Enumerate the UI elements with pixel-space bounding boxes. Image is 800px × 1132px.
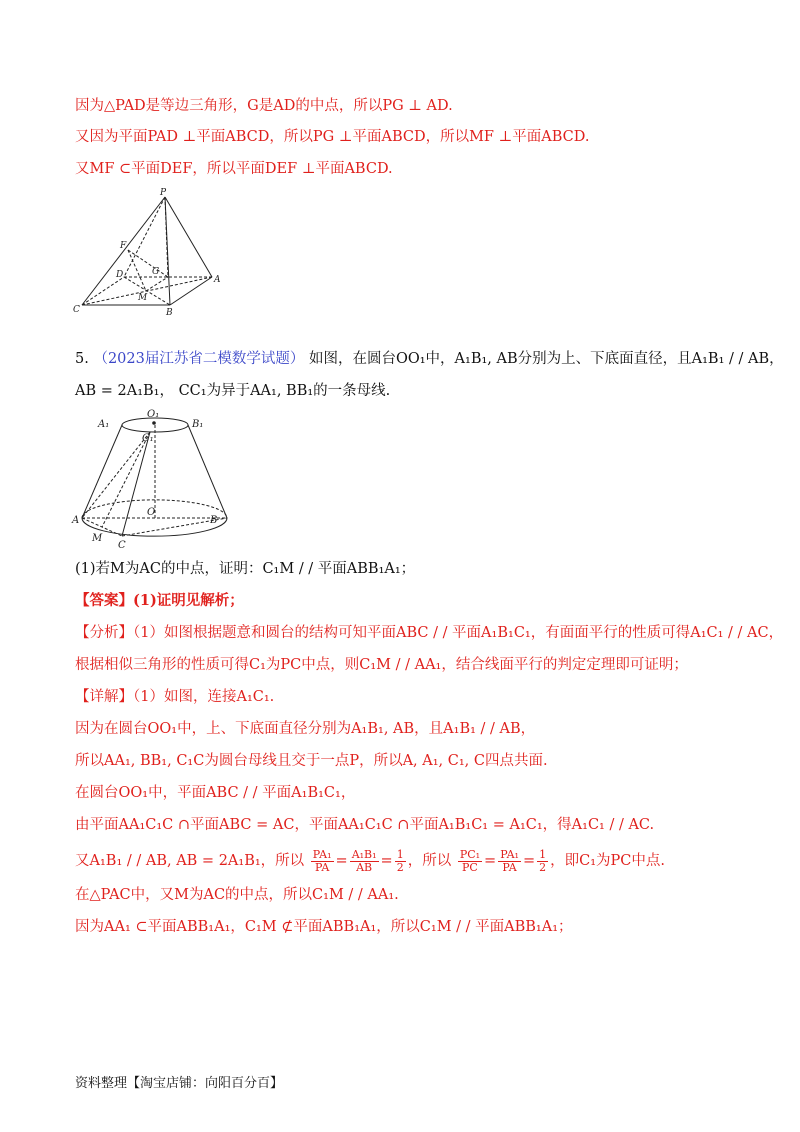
pyramid-figure <box>70 185 230 315</box>
label-b: B <box>166 308 173 315</box>
detail-line-5: 又A₁B₁ / / AB, AB = 2A₁B₁，所以 $\frac{\text{PA₁}}{PA}$ = $\frac{\text{A₁B₁}}{AB}$ = $\frac{1}{2}$ ，所以 $\frac{\text{PC₁}}{PC}$ = $\frac{\text{PA₁}}{PA}$ = $\frac{1}{2}$ ，即C₁为PC中点. <box>75 847 665 874</box>
frustum-figure <box>70 405 230 550</box>
label-b-base: B <box>210 515 218 526</box>
problem-source: （2023届江苏省二模数学试题） <box>93 351 305 367</box>
fraction-a1b1-ab: $\frac{\text{A₁B₁}}{AB}$ <box>351 847 377 874</box>
label-m: M <box>138 293 148 303</box>
answer-line: 【答案】(1)证明见解析； <box>75 592 244 609</box>
proof-line-3: 又MF ⊂平面DEF，所以平面DEF ⊥平面ABCD. <box>75 161 393 177</box>
detail-line-7: 因为AA₁ ⊂平面ABB₁A₁，C₁M ⊄平面ABB₁A₁，所以C₁M / / 平面ABB₁A₁； <box>75 919 573 935</box>
question-1: (1)若M为AC的中点，证明：C₁M / / 平面ABB₁A₁； <box>75 561 416 577</box>
segment-c1m <box>102 432 150 527</box>
proof-line-1: 因为△PAD是等边三角形，G是AD的中点，所以PG ⊥ AD. <box>75 98 453 114</box>
detail-heading: 【详解】（1）如图，连接A₁C₁. <box>75 689 275 705</box>
segment-c1a <box>82 432 150 518</box>
proof-line-2: 又因为平面PAD ⊥平面ABCD，所以PG ⊥平面ABCD，所以MF ⊥平面ABCD. <box>75 129 590 145</box>
generatrix-cc1 <box>122 432 150 536</box>
label-a1: A₁ <box>98 419 110 430</box>
fraction-half-2: $\frac{1}{2}$ <box>539 847 547 874</box>
detail-5-post: ，即C₁为PC中点. <box>550 853 665 869</box>
label-b1: B₁ <box>192 419 204 430</box>
label-c1: C₁ <box>142 433 154 444</box>
label-p: P <box>160 188 167 198</box>
fraction-half-1: $\frac{1}{2}$ <box>396 847 404 874</box>
bottom-base-front <box>82 518 227 536</box>
detail-line-1: 因为在圆台OO₁中，上、下底面直径分别为A₁B₁, AB，且A₁B₁ / / AB， <box>75 721 536 737</box>
fraction-pc1-pc: $\frac{\text{PC₁}}{PC}$ <box>459 847 481 874</box>
problem-text-a: 如图，在圆台OO₁中，A₁B₁, AB分别为上、下底面直径，且A₁B₁ / / AB， <box>308 351 784 367</box>
edge-fg <box>128 250 168 277</box>
label-a: A <box>214 275 221 285</box>
edge-pa <box>165 197 212 277</box>
generatrix-bb1 <box>188 425 227 518</box>
edge-pd <box>124 197 165 277</box>
label-f: F <box>120 241 127 251</box>
label-o1: O₁ <box>147 409 160 420</box>
detail-5-mid: ，所以 <box>407 853 452 869</box>
point-o1 <box>152 421 156 425</box>
label-g: G <box>152 267 160 277</box>
detail-line-2: 所以AA₁, BB₁, C₁C为圆台母线且交于一点P，所以A, A₁, C₁, C四点共面. <box>75 753 548 769</box>
detail-5-pre: 又A₁B₁ / / AB, AB = 2A₁B₁，所以 <box>75 853 305 869</box>
detail-line-6: 在△PAC中，又M为AC的中点，所以C₁M / / AA₁. <box>75 887 399 903</box>
fraction-pa1-pa-2: $\frac{\text{PA₁}}{PA}$ <box>500 847 519 874</box>
detail-line-3: 在圆台OO₁中，平面ABC / / 平面A₁B₁C₁， <box>75 785 356 801</box>
label-c-base: C <box>118 540 126 550</box>
fraction-pa1-pa: $\frac{\text{PA₁}}{PA}$ <box>312 847 332 874</box>
analysis-line-1: 【分析】（1）如图根据题意和圆台的结构可知平面ABC / / 平面A₁B₁C₁，有面面平行的性质可得A₁C₁ / / AC， <box>75 625 784 641</box>
label-c: C <box>73 305 80 315</box>
problem-5-line-1 <box>75 348 784 370</box>
generatrix-aa1 <box>82 425 122 518</box>
analysis-line-2: 根据相似三角形的性质可得C₁为PC中点，则C₁M / / AA₁，结合线面平行的判定定理即可证明； <box>75 657 688 673</box>
footer: 资料整理【淘宝店铺：向阳百分百】 <box>75 1076 284 1091</box>
label-o: O <box>147 507 156 518</box>
detail-line-4: 由平面AA₁C₁C ∩平面ABC = AC，平面AA₁C₁C ∩平面A₁B₁C₁ = A₁C₁，得A₁C₁ / / AC. <box>75 817 655 833</box>
label-m-base: M <box>92 533 103 544</box>
label-a-base: A <box>72 515 80 526</box>
edge-pg <box>165 197 168 277</box>
problem-5-line-2: AB = 2A₁B₁， CC₁为异于AA₁, BB₁的一条母线. <box>75 383 391 399</box>
problem-number: 5. <box>75 351 89 367</box>
label-d: D <box>116 270 124 280</box>
edge-pc <box>82 197 165 305</box>
